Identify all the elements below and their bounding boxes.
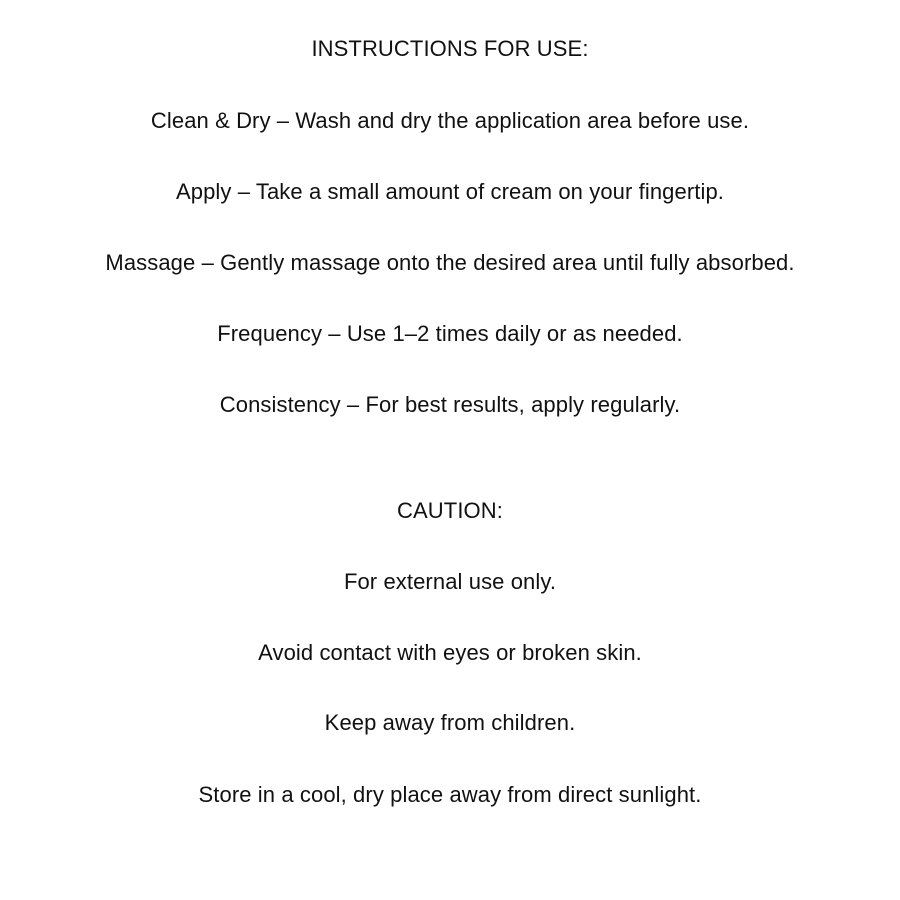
caution-external-use: For external use only.	[343, 569, 557, 594]
instruction-frequency: Frequency – Use 1–2 times daily or as needed.	[217, 321, 683, 346]
instruction-consistency: Consistency – For best results, apply regularly.	[219, 392, 681, 417]
instruction-clean-dry: Clean & Dry – Wash and dry the application area before use.	[150, 108, 750, 133]
instruction-apply: Apply – Take a small amount of cream on your fingertip.	[175, 179, 725, 204]
caution-storage: Store in a cool, dry place away from direct sunlight.	[198, 782, 702, 807]
instructions-heading: INSTRUCTIONS FOR USE:	[311, 36, 589, 61]
caution-heading: CAUTION:	[397, 498, 503, 523]
instruction-massage: Massage – Gently massage onto the desired area until fully absorbed.	[105, 250, 795, 275]
caution-keep-away-children: Keep away from children.	[324, 710, 576, 735]
caution-avoid-contact: Avoid contact with eyes or broken skin.	[258, 640, 642, 665]
